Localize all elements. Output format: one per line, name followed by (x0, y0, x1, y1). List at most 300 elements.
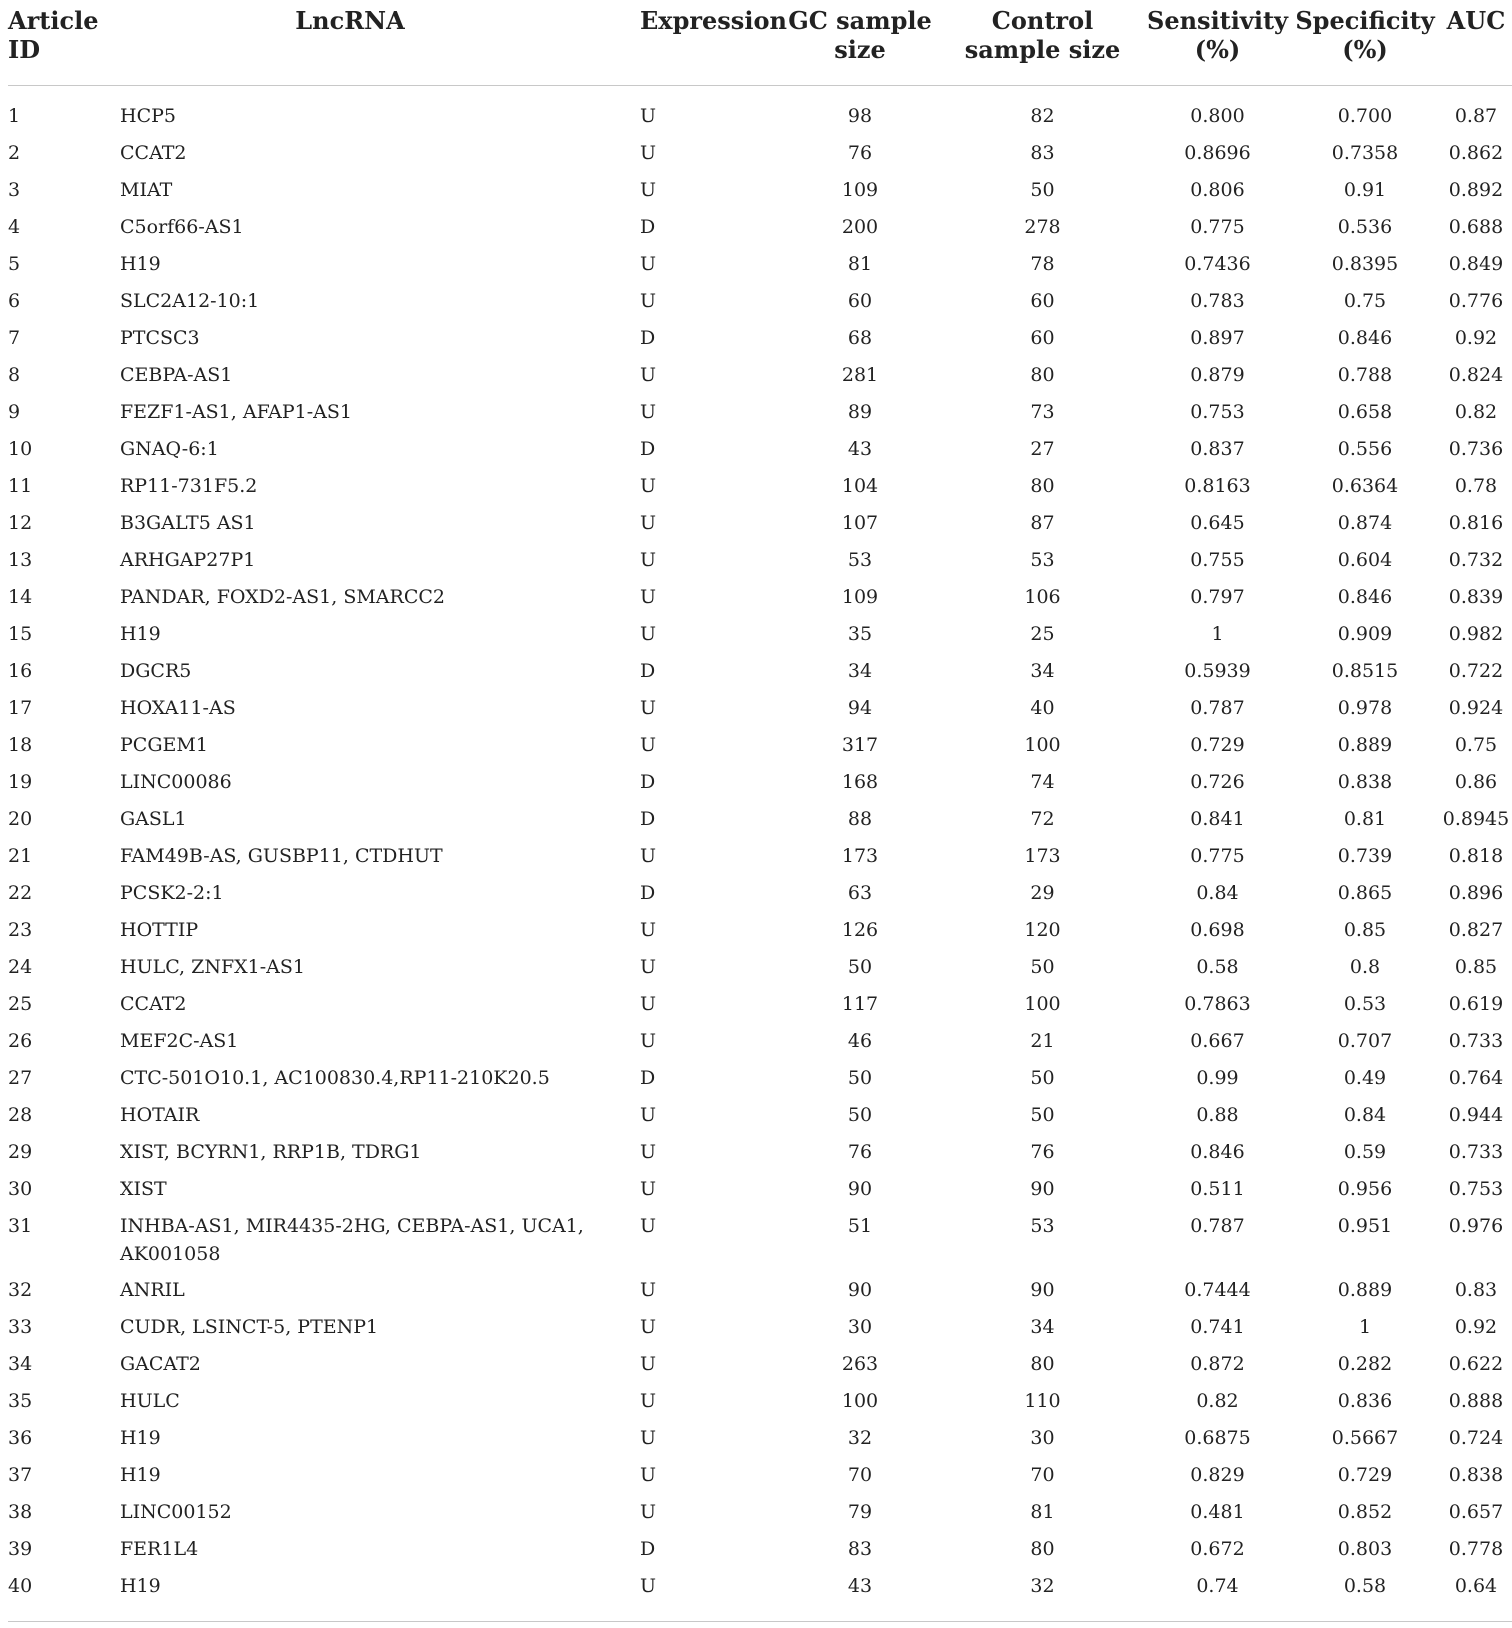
cell-sensitivity: 0.8163 (1184, 475, 1251, 497)
cell-sensitivity: 0.897 (1190, 327, 1245, 349)
cell-lncrna: INHBA-AS1, MIR4435-2HG, CEBPA-AS1, UCA1, AK001058 (120, 1215, 584, 1265)
cell-sensitivity: 0.872 (1190, 1353, 1245, 1375)
table-row (8, 1023, 1512, 1060)
table-row (8, 727, 1512, 764)
cell-sensitivity: 0.879 (1190, 364, 1245, 386)
cell-gc-sample-size: 200 (841, 216, 879, 238)
cell-expression: U (640, 1464, 657, 1486)
cell-article-id: 7 (8, 327, 21, 349)
cell-lncrna: HULC (120, 1390, 180, 1412)
cell-article-id: 16 (8, 660, 33, 682)
cell-auc: 0.82 (1454, 401, 1498, 423)
cell-expression: U (640, 845, 657, 867)
cell-article-id: 39 (8, 1538, 33, 1560)
cell-auc: 0.976 (1448, 1215, 1504, 1237)
header-lncrna: LncRNA (120, 0, 640, 86)
cell-gc-sample-size: 63 (847, 882, 873, 904)
table-row (8, 875, 1512, 912)
cell-gc-sample-size: 126 (841, 919, 879, 941)
cell-auc: 0.818 (1448, 845, 1504, 867)
cell-expression: U (640, 401, 657, 423)
cell-gc-sample-size: 109 (841, 179, 879, 201)
header-control-sample-size: Control sample size (940, 0, 1145, 86)
cell-sensitivity: 0.6875 (1184, 1427, 1251, 1449)
header-auc: AUC (1440, 0, 1512, 86)
cell-control-sample-size: 32 (940, 1568, 1145, 1622)
cell-lncrna: B3GALT5 AS1 (120, 512, 256, 534)
cell-specificity: 0.536 (1337, 216, 1393, 238)
cell-article-id: 24 (8, 956, 33, 978)
cell-control-sample-size: 50 (1030, 179, 1055, 201)
cell-expression: U (640, 1501, 657, 1523)
cell-lncrna: GASL1 (120, 808, 187, 830)
cell-auc: 0.778 (1448, 1538, 1504, 1560)
cell-control-sample-size: 110 (1024, 1390, 1061, 1412)
cell-control-sample-size: 53 (1030, 549, 1055, 571)
cell-lncrna: MIAT (120, 179, 173, 201)
cell-specificity: 0.53 (1343, 993, 1387, 1015)
cell-specificity: 0.838 (1337, 771, 1393, 793)
cell-specificity: 0.803 (1337, 1538, 1393, 1560)
cell-article-id: 37 (8, 1464, 33, 1486)
cell-expression: U (640, 512, 657, 534)
cell-lncrna: H19 (120, 1464, 161, 1486)
cell-auc: 0.64 (1440, 1568, 1512, 1622)
header-row (8, 0, 1512, 86)
cell-control-sample-size: 60 (1030, 327, 1055, 349)
table-row (8, 1568, 1512, 1622)
cell-sensitivity: 0.645 (1190, 512, 1245, 534)
cell-lncrna: C5orf66-AS1 (120, 216, 244, 238)
cell-sensitivity: 0.672 (1190, 1538, 1245, 1560)
table-row (8, 1457, 1512, 1494)
cell-lncrna: HOTAIR (120, 1104, 200, 1126)
cell-lncrna: LINC00086 (120, 771, 232, 793)
cell-expression: U (640, 623, 657, 645)
cell-auc: 0.688 (1448, 216, 1504, 238)
cell-article-id: 20 (8, 808, 33, 830)
cell-expression: U (640, 586, 657, 608)
cell-sensitivity: 0.726 (1190, 771, 1245, 793)
cell-gc-sample-size: 50 (847, 956, 873, 978)
table-row (8, 1208, 1512, 1272)
cell-control-sample-size: 53 (1030, 1215, 1055, 1237)
table-row (8, 690, 1512, 727)
cell-expression: U (640, 364, 657, 386)
cell-sensitivity: 0.846 (1190, 1141, 1245, 1163)
cell-expression: U (640, 1427, 657, 1449)
cell-gc-sample-size: 98 (847, 105, 873, 127)
cell-sensitivity: 0.7863 (1184, 993, 1251, 1015)
cell-expression: U (640, 1390, 657, 1412)
cell-control-sample-size: 60 (1030, 290, 1055, 312)
cell-sensitivity: 0.7444 (1184, 1279, 1251, 1301)
cell-specificity: 0.8 (1349, 956, 1381, 978)
cell-auc: 0.86 (1454, 771, 1498, 793)
cell-article-id: 17 (8, 697, 33, 719)
cell-control-sample-size: 72 (1030, 808, 1055, 830)
cell-lncrna: PCGEM1 (120, 734, 208, 756)
cell-expression: U (640, 179, 657, 201)
cell-control-sample-size: 100 (1024, 993, 1061, 1015)
cell-gc-sample-size: 107 (841, 512, 879, 534)
cell-control-sample-size: 25 (1030, 623, 1055, 645)
table-row (8, 86, 1512, 136)
cell-gc-sample-size: 43 (847, 438, 873, 460)
cell-specificity: 0.7358 (1331, 142, 1399, 164)
cell-gc-sample-size: 46 (847, 1030, 873, 1052)
cell-sensitivity: 0.8696 (1184, 142, 1251, 164)
cell-gc-sample-size: 90 (847, 1279, 873, 1301)
cell-lncrna: PCSK2-2:1 (120, 882, 224, 904)
cell-article-id: 33 (8, 1316, 33, 1338)
cell-gc-sample-size: 76 (847, 1141, 873, 1163)
cell-sensitivity: 0.775 (1190, 216, 1245, 238)
cell-specificity: 0.658 (1337, 401, 1393, 423)
cell-lncrna: RP11-731F5.2 (120, 475, 258, 497)
table-row (8, 764, 1512, 801)
table-row (8, 1060, 1512, 1097)
lncrna-diagnostic-table (8, 0, 1512, 1622)
cell-article-id: 21 (8, 845, 33, 867)
cell-expression: D (640, 1067, 656, 1089)
cell-control-sample-size: 50 (1030, 1104, 1055, 1126)
cell-specificity: 0.889 (1337, 1279, 1393, 1301)
cell-article-id: 25 (8, 993, 33, 1015)
cell-control-sample-size: 27 (1030, 438, 1055, 460)
cell-control-sample-size: 80 (1030, 364, 1055, 386)
cell-auc: 0.92 (1454, 1316, 1498, 1338)
cell-expression: U (640, 1568, 780, 1622)
cell-specificity: 0.556 (1337, 438, 1393, 460)
cell-sensitivity: 0.88 (1196, 1104, 1239, 1126)
cell-lncrna: SLC2A12-10:1 (120, 290, 260, 312)
table-row (8, 1309, 1512, 1346)
cell-control-sample-size: 76 (1030, 1141, 1055, 1163)
table-row (8, 1272, 1512, 1309)
cell-sensitivity: 0.7436 (1184, 253, 1251, 275)
cell-gc-sample-size: 90 (847, 1178, 873, 1200)
cell-expression: U (640, 1215, 657, 1237)
cell-lncrna: XIST, BCYRN1, RRP1B, TDRG1 (120, 1141, 422, 1163)
cell-article-id: 38 (8, 1501, 33, 1523)
table-row (8, 912, 1512, 949)
cell-specificity: 0.729 (1337, 1464, 1393, 1486)
cell-auc: 0.924 (1448, 697, 1504, 719)
cell-gc-sample-size: 50 (847, 1067, 873, 1089)
cell-control-sample-size: 106 (1024, 586, 1061, 608)
cell-auc: 0.83 (1454, 1279, 1498, 1301)
cell-specificity: 0.81 (1343, 808, 1387, 830)
cell-specificity: 0.282 (1337, 1353, 1393, 1375)
cell-article-id: 14 (8, 586, 33, 608)
cell-lncrna: GNAQ-6:1 (120, 438, 219, 460)
cell-specificity: 0.84 (1343, 1104, 1387, 1126)
cell-lncrna: PTCSC3 (120, 327, 200, 349)
cell-sensitivity: 0.800 (1190, 105, 1245, 127)
cell-article-id: 35 (8, 1390, 33, 1412)
cell-specificity: 0.889 (1337, 734, 1393, 756)
table-row (8, 1134, 1512, 1171)
cell-specificity: 0.788 (1337, 364, 1393, 386)
cell-gc-sample-size: 317 (841, 734, 879, 756)
cell-auc: 0.733 (1448, 1141, 1504, 1163)
table-row (8, 579, 1512, 616)
cell-sensitivity: 0.5939 (1184, 660, 1251, 682)
cell-article-id: 3 (8, 179, 21, 201)
cell-sensitivity: 0.729 (1190, 734, 1245, 756)
cell-specificity: 0.951 (1337, 1215, 1393, 1237)
cell-lncrna: HOTTIP (120, 919, 199, 941)
cell-sensitivity: 0.775 (1190, 845, 1245, 867)
table-row (8, 1531, 1512, 1568)
cell-lncrna: MEF2C-AS1 (120, 1030, 239, 1052)
table-row (8, 135, 1512, 172)
cell-gc-sample-size: 60 (847, 290, 873, 312)
cell-article-id: 29 (8, 1141, 33, 1163)
cell-specificity: 0.836 (1337, 1390, 1393, 1412)
cell-sensitivity: 0.783 (1190, 290, 1245, 312)
cell-auc: 0.8945 (1442, 808, 1510, 830)
cell-specificity: 0.59 (1343, 1141, 1387, 1163)
cell-lncrna: DGCR5 (120, 660, 192, 682)
cell-gc-sample-size: 89 (847, 401, 873, 423)
cell-specificity: 0.5667 (1331, 1427, 1399, 1449)
table-row (8, 801, 1512, 838)
table-row (8, 653, 1512, 690)
cell-gc-sample-size: 70 (847, 1464, 873, 1486)
table-row (8, 1346, 1512, 1383)
cell-lncrna: PANDAR, FOXD2-AS1, SMARCC2 (120, 586, 445, 608)
cell-specificity: 1 (1358, 1316, 1372, 1338)
cell-gc-sample-size: 83 (847, 1538, 873, 1560)
cell-auc: 0.892 (1448, 179, 1504, 201)
cell-control-sample-size: 82 (1030, 105, 1055, 127)
cell-gc-sample-size: 100 (841, 1390, 879, 1412)
cell-lncrna: FEZF1-AS1, AFAP1-AS1 (120, 401, 352, 423)
cell-control-sample-size: 81 (1030, 1501, 1055, 1523)
cell-gc-sample-size: 117 (841, 993, 879, 1015)
cell-specificity: 0.604 (1337, 549, 1393, 571)
cell-sensitivity: 0.829 (1190, 1464, 1245, 1486)
cell-control-sample-size: 29 (1030, 882, 1055, 904)
cell-sensitivity: 0.481 (1190, 1501, 1245, 1523)
cell-specificity: 0.85 (1343, 919, 1387, 941)
cell-lncrna: FER1L4 (120, 1538, 199, 1560)
cell-expression: U (640, 1141, 657, 1163)
cell-specificity: 0.909 (1337, 623, 1393, 645)
cell-auc: 0.733 (1448, 1030, 1504, 1052)
cell-control-sample-size: 50 (1030, 1067, 1055, 1089)
cell-control-sample-size: 90 (1030, 1279, 1055, 1301)
cell-control-sample-size: 120 (1024, 919, 1061, 941)
cell-expression: U (640, 142, 657, 164)
cell-expression: U (640, 919, 657, 941)
cell-gc-sample-size: 35 (847, 623, 873, 645)
header-expression: Expression (640, 0, 780, 86)
cell-article-id: 30 (8, 1178, 33, 1200)
cell-expression: D (640, 808, 656, 830)
cell-lncrna: H19 (120, 253, 161, 275)
table-row (8, 1171, 1512, 1208)
cell-control-sample-size: 73 (1030, 401, 1055, 423)
cell-auc: 0.849 (1448, 253, 1504, 275)
cell-expression: U (640, 1316, 657, 1338)
cell-specificity: 0.865 (1337, 882, 1393, 904)
cell-article-id: 1 (8, 105, 21, 127)
cell-auc: 0.827 (1448, 919, 1504, 941)
cell-control-sample-size: 78 (1030, 253, 1055, 275)
cell-expression: U (640, 1178, 657, 1200)
table-row (8, 1420, 1512, 1457)
cell-control-sample-size: 100 (1024, 734, 1061, 756)
cell-lncrna: CUDR, LSINCT-5, PTENP1 (120, 1316, 379, 1338)
table-row (8, 1097, 1512, 1134)
cell-sensitivity: 0.74 (1145, 1568, 1290, 1622)
cell-specificity: 0.739 (1337, 845, 1393, 867)
cell-article-id: 5 (8, 253, 21, 275)
cell-lncrna: H19 (120, 623, 161, 645)
header-gc-sample-size: GC sample size (780, 0, 940, 86)
cell-gc-sample-size: 30 (847, 1316, 873, 1338)
cell-expression: U (640, 549, 657, 571)
header-specificity: Specificity (%) (1290, 0, 1440, 86)
cell-sensitivity: 0.787 (1190, 1215, 1245, 1237)
cell-article-id: 26 (8, 1030, 33, 1052)
cell-article-id: 23 (8, 919, 33, 941)
table-row (8, 1383, 1512, 1420)
cell-specificity: 0.874 (1337, 512, 1393, 534)
cell-gc-sample-size: 104 (841, 475, 879, 497)
cell-auc: 0.736 (1448, 438, 1504, 460)
cell-auc: 0.87 (1454, 105, 1498, 127)
cell-specificity: 0.58 (1290, 1568, 1440, 1622)
cell-sensitivity: 0.741 (1190, 1316, 1245, 1338)
table-row (8, 394, 1512, 431)
cell-specificity: 0.8515 (1331, 660, 1399, 682)
cell-expression: U (640, 253, 657, 275)
cell-gc-sample-size: 68 (847, 327, 873, 349)
cell-control-sample-size: 90 (1030, 1178, 1055, 1200)
cell-expression: U (640, 993, 657, 1015)
cell-specificity: 0.8395 (1331, 253, 1399, 275)
cell-control-sample-size: 70 (1030, 1464, 1055, 1486)
table-row (8, 949, 1512, 986)
cell-expression: U (640, 1104, 657, 1126)
cell-expression: U (640, 697, 657, 719)
cell-article-id: 11 (8, 475, 33, 497)
table-row (8, 246, 1512, 283)
cell-lncrna: CCAT2 (120, 993, 187, 1015)
cell-gc-sample-size: 88 (847, 808, 873, 830)
cell-expression: D (640, 216, 656, 238)
cell-sensitivity: 0.511 (1190, 1178, 1245, 1200)
cell-auc: 0.753 (1448, 1178, 1504, 1200)
cell-expression: U (640, 105, 657, 127)
cell-lncrna: H19 (120, 1568, 640, 1622)
cell-article-id: 9 (8, 401, 21, 423)
table-row (8, 838, 1512, 875)
table-row (8, 357, 1512, 394)
cell-auc: 0.724 (1448, 1427, 1504, 1449)
cell-expression: U (640, 1030, 657, 1052)
table-row (8, 431, 1512, 468)
cell-lncrna: CEBPA-AS1 (120, 364, 233, 386)
cell-sensitivity: 0.787 (1190, 697, 1245, 719)
cell-article-id: 13 (8, 549, 33, 571)
cell-article-id: 2 (8, 142, 21, 164)
cell-article-id: 8 (8, 364, 21, 386)
cell-lncrna: ARHGAP27P1 (120, 549, 256, 571)
cell-auc: 0.732 (1448, 549, 1504, 571)
table-row (8, 616, 1512, 653)
cell-article-id: 15 (8, 623, 33, 645)
cell-sensitivity: 0.806 (1190, 179, 1245, 201)
cell-auc: 0.764 (1448, 1067, 1504, 1089)
cell-expression: U (640, 1279, 657, 1301)
header-sensitivity: Sensitivity (%) (1145, 0, 1290, 86)
cell-article-id: 32 (8, 1279, 33, 1301)
cell-sensitivity: 0.797 (1190, 586, 1245, 608)
cell-control-sample-size: 80 (1030, 1353, 1055, 1375)
cell-gc-sample-size: 51 (847, 1215, 873, 1237)
cell-gc-sample-size: 281 (841, 364, 879, 386)
cell-specificity: 0.49 (1343, 1067, 1387, 1089)
cell-control-sample-size: 34 (1030, 660, 1055, 682)
cell-auc: 0.622 (1448, 1353, 1504, 1375)
table-row (8, 542, 1512, 579)
cell-control-sample-size: 50 (1030, 956, 1055, 978)
cell-specificity: 0.75 (1343, 290, 1387, 312)
cell-article-id: 31 (8, 1215, 33, 1237)
cell-auc: 0.722 (1448, 660, 1504, 682)
cell-gc-sample-size: 94 (847, 697, 873, 719)
cell-sensitivity: 0.82 (1196, 1390, 1239, 1412)
cell-auc: 0.982 (1448, 623, 1504, 645)
header-article-id: Article ID (8, 0, 120, 86)
cell-sensitivity: 0.667 (1190, 1030, 1245, 1052)
cell-lncrna: LINC00152 (120, 1501, 232, 1523)
table-body (8, 86, 1512, 1622)
cell-gc-sample-size: 43 (780, 1568, 940, 1622)
cell-sensitivity: 0.99 (1196, 1067, 1239, 1089)
cell-specificity: 0.700 (1337, 105, 1393, 127)
cell-sensitivity: 0.698 (1190, 919, 1245, 941)
cell-expression: U (640, 1353, 657, 1375)
cell-expression: U (640, 734, 657, 756)
cell-lncrna: ANRIL (120, 1279, 185, 1301)
cell-expression: D (640, 438, 656, 460)
cell-lncrna: HULC, ZNFX1-AS1 (120, 956, 306, 978)
cell-expression: U (640, 290, 657, 312)
cell-article-id: 18 (8, 734, 33, 756)
cell-gc-sample-size: 32 (847, 1427, 873, 1449)
cell-lncrna: H19 (120, 1427, 161, 1449)
cell-sensitivity: 0.755 (1190, 549, 1245, 571)
cell-article-id: 27 (8, 1067, 33, 1089)
cell-control-sample-size: 40 (1030, 697, 1055, 719)
cell-auc: 0.657 (1448, 1501, 1504, 1523)
cell-auc: 0.92 (1454, 327, 1498, 349)
cell-specificity: 0.846 (1337, 327, 1393, 349)
table-row (8, 468, 1512, 505)
cell-specificity: 0.6364 (1331, 475, 1399, 497)
cell-auc: 0.944 (1448, 1104, 1504, 1126)
cell-auc: 0.85 (1454, 956, 1498, 978)
cell-lncrna: HOXA11-AS (120, 697, 236, 719)
cell-sensitivity: 0.58 (1196, 956, 1239, 978)
cell-control-sample-size: 278 (1024, 216, 1061, 238)
